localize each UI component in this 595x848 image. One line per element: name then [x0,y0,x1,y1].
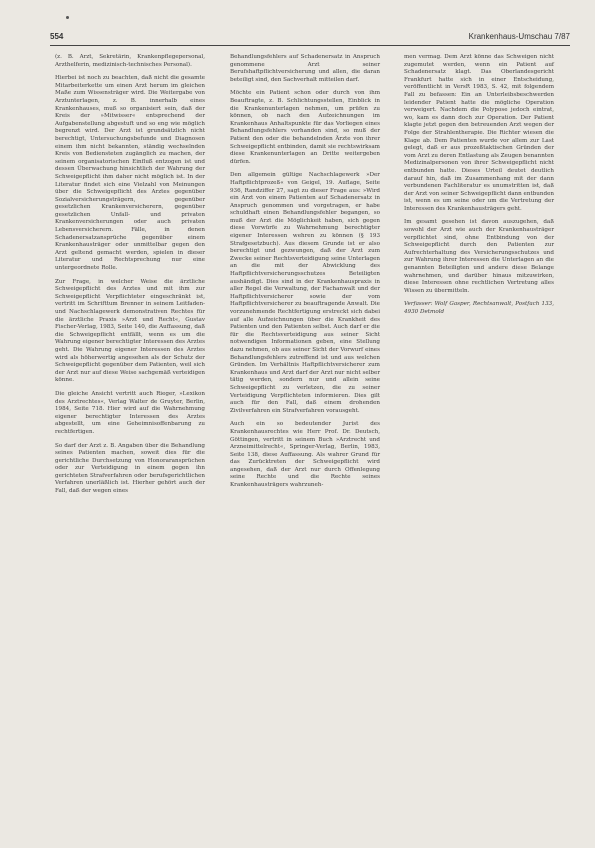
paragraph: Hierbei ist noch zu beachten, daß nicht die gesamte Mitarbeiterkette um einen Arzt herum im gleichen Maße zum Wissensträger wird. Die Weitergabe von Arztunterlagen, z. B. innerhalb eines Krankenhauses, muß so organisiert sein, daß der Kreis der »Mitwisser« entsprechend der Aufgabenstellung abgestuft und so eng wie möglich begrenzt wird. Der Arzt ist grundsätzlich nicht berechtigt, Untersuchungsbefunde und Diagnosen einem ihm nicht bekannten, ständig wechselnden Kreis von Bediensteten zugänglich zu machen, der seinem organisatorischen Einfluß entzogen ist und dessen Überwachung hinsichtlich der Wahrung der Schweigepflicht ihm daher nicht möglich ist. In der Literatur findet sich eine Vielzahl von Meinungen über die Schweigepflicht des Arztes gegenüber Sozialversicherungsträgern, gegenüber gesetzlichen Krankenversicherern, gegenüber gesetzlichen Unfall- und privaten Krankenversicherungen oder auch privaten Lebensversicherern. Fälle, in denen Schadenersatzansprüche gegenüber einem Krankenhausträger oder unmittelbar gegen den Arzt geltend gemacht werden, spielen in dieser Literatur und Rechtsprechung nur eine untergeordnete Rolle. [55,75,205,272]
text-column-3 [404,54,554,323]
paragraph: Zur Frage, in welcher Weise die ärztliche Schweigepflicht des Arztes und mit ihm zur Schweigepflicht Verpflichteter eingeschränkt ist, vertritt im Schrifttum Brenner in seinem Leitfaden- und Nachschlagewerk demonstrativen Rechtes für die ärztliche Praxis »Arzt und Recht«, Gustav Fischer-Verlag, 1983, Seite 140, die Auffassung, daß die Schweigepflicht entfällt, wenn es um die Wahrung eigener berechtigter Interessen des Arztes geht. Die Wahrung eigener Interessen des Arztes wird als höherwertig angesehen als der Schutz der Schweigepflicht gegenüber dem Patienten, weil sich der Arzt nur auf diese Weise sachgemäß verteidigen könne. [55,278,205,384]
page-number: 554 [50,32,64,41]
paragraph: (z. B. Arzt, Sekretärin, Krankenpflegepersonal, Arzthelferin, medizinisch-technisches Personal). [55,54,205,68]
paragraph: Möchte ein Patient schon oder durch von ihm Beauftragte, z. B. Schlichtungsstellen, Einblick in die Krankenunterlagen nehmen, um prüfen zu können, ob nach den Aufzeichnungen im Krankenhaus Anhaltspunkte für das Vorliegen eines Behandlungsfehlers vorhanden sind, so muß der Patient den oder die behandelnden Ärzte von ihrer Schweigepflicht entbinden, damit sie rechtswirksam diese Krankenunterlagen an Dritte weitergeben dürfen. [230,90,380,165]
paragraph: Behandlungsfehlers auf Schadenersatz in Anspruch genommene Arzt seiner Berufshaftpflichtversicherung und allen, die daran beteiligt sind, den Sachverhalt mitteilen darf. [230,54,380,83]
paragraph: Die gleiche Ansicht vertritt auch Rieger, »Lexikon des Arztrechtes«, Verlag Walter de Gruyter, Berlin, 1984, Seite 718. Hier wird auf die Wahrnehmung eigener berechtigter Interessen des Arztes abgestellt, um eine Geheimnisoffenbarung zu rechtfertigen. [55,390,205,435]
journal-title: Krankenhaus-Umschau 7/87 [468,32,570,41]
page-header [50,32,570,46]
scan-dot [66,16,69,19]
text-column-2 [230,54,380,496]
paragraph: So darf der Arzt z. B. Angaben über die Behandlung seines Patienten machen, soweit dies für die gerichtliche Durchsetzung von Honoraransprüchen oder zur Verteidigung in einem gegen ihn gerichteten Strafverfahren oder berufsgerichtlichen Verfahren unerläßlich ist. Hierher gehört auch der Fall, daß der wegen eines [55,442,205,495]
header-rule [50,45,570,46]
text-column-1 [55,54,205,502]
paragraph: men vermag. Dem Arzt könne das Schweigen nicht zugemutet werden, wenn ein Patient auf Schadenersatz klagt. Das Oberlandesgericht Frankfurt hatte sich in einer Entscheidung, veröffentlicht in VersR 1983, S. 42, mit folgendem Fall zu befassen: Ein an Unterleibsbeschwerden leidender Patient hatte die mögliche Operation verweigert. Nachdem die Polypose jedoch eintrat, wo, kam es dann doch zur Operation. Der Patient klagte jetzt gegen den betreuenden Arzt wegen der Folge der Strahlentherapie. Die Richter wiesen die Klage ab. Dem Patienten wurde vor allem zur Last gelegt, daß er aus prozeßtaktischen Gründen der vom Arzt zu deren Entlastung als Zeugen benannten Medizinalpersonen von ihrer Schweigepflicht nicht entbunden hatte. Dieses Urteil deutet deutlich darauf hin, daß im Zusammenhang mit der dann verbundenen Fachliteratur es unumstritten ist, daß der Arzt von seiner Schweigepflicht dann entbunden ist, wenn es um seine oder um die Vertretung der Interessen des Krankenhausträgers geht. [404,54,554,212]
paragraph: Auch ein so bedeutender Jurist des Krankenhausrechtes wie Herr Prof. Dr. Deutsch, Göttingen, vertritt in seinem Buch »Arztrecht und Arzneimittelrecht«, Springer-Verlag, Berlin, 1983, Seite 138, diese Auffassung. Als wahrer Grund für das Zurücktreten der Schweigepflicht wird angesehen, daß der Arzt nur durch Offenlegung seine Rechte und die Rechte seines Krankenhausträgers wahrzuneh- [230,421,380,489]
paragraph: Den allgemein gültige Nachschlagewerk »Der Haftpflichtprozeß« von Geigel, 19. Auflage, Seite 936, Randziffer 27, sagt zu dieser Frage aus: »Wird ein Arzt von einem Patienten auf Schadenersatz in Anspruch genommen und vorgetragen, er habe schuldhaft einen Behandlungsfehler begangen, so muß der Arzt die Möglichkeit haben, sich gegen diese Vorwürfe zu Wahrnehmung berechtigter eigener Interessen wehren zu können (§ 193 Strafgesetzbuch). Aus diesem Grunde ist er also berechtigt und gezwungen, daß der Arzt zum Zwecke seiner Rechtsverteidigung seine Unterlagen an die mit der Abwicklung des Haftpflichtversicherungsschutzes Beteiligten aushändigt. Dies sind in der Krankenhauspraxis in aller Regel die Verwaltung, der Fachanwalt und der Haftpflichtversicherer sowie der vom Haftpflichtversicherer zu beauftragende Anwalt. Die vorzunehmende Rechtfertigung erstreckt sich dabei auf alle Aufzeichnungen über die Krankheit des Patienten und den Patienten selbst. Auch darf er die für die Rechtsverteidigung aus seiner Sicht notwendigen Informationen geben, eine Stellung dazu nehmen, ob aus seiner Sicht der Vorwurf eines Behandlungsfehlers zutreffend ist und aus welchen Gründen. Im Verhältnis Haftpflichtversicherer zum Krankenhaus und Arzt darf der Arzt nur nicht selber tätig werden, sondern nur und allein seine Schweigepflicht zu verletzen, die zu seiner Verteidigung Verpflichteten informieren. Dies gilt auch für den Fall, daß einem drohenden Zivilverfahren ein Strafverfahren vorausgeht. [230,172,380,414]
author-note: Verfasser: Wolf Gasper, Rechtsanwalt, Postfach 133, 4930 Detmold [404,301,554,315]
paragraph: Im gesamt gesehen ist davon auszugehen, daß sowohl der Arzt wie auch der Krankenhausträger verpflichtet sind, ohne Entbindung von der Schweigepflicht durch den Patienten zur Aufrechterhaltung des Versicherungsschutzes und zur Wahrung ihrer Interessen die Unterlagen an die genannten Beteiligten und andere diese Belange wahrnehmen, und darüber hinaus mitzuwirken, diese Interessen ohne rechtlichen Vertretung alles Wissen zu übermitteln. [404,219,554,294]
